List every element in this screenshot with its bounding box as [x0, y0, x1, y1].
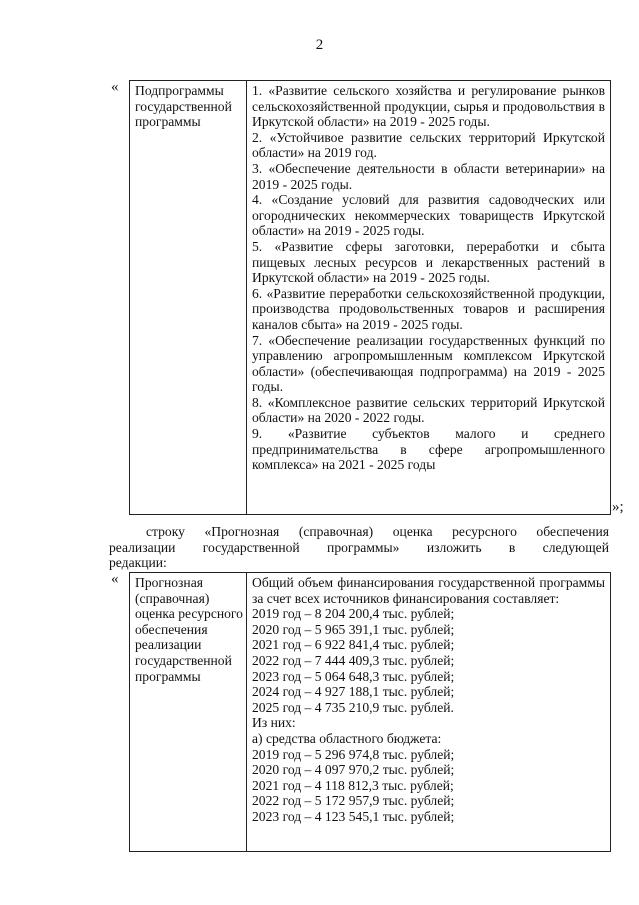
amendment-paragraph: [109, 524, 609, 571]
subprogram-item: 8. «Комплексное развитие сельских территорий Иркутской области» на 2020 - 2022 годы.: [252, 394, 605, 426]
paragraph-line: реализации государственной программы» изложить в следующей: [109, 539, 609, 555]
financing-row: 2022 год – 7 444 409,3 тыс. рублей;: [252, 652, 455, 668]
subprogram-item: 2. «Устойчивое развитие сельских территорий Иркутской области» на 2019 год.: [252, 129, 605, 161]
subprogram-item: 4. «Создание условий для развития садоводческих или огороднических некоммерческих товариществ Иркутской области» на 2019 - 2025 годы.: [252, 192, 605, 239]
subprogram-item: 9. «Развитие субъектов малого и среднего предпринимательства в сфере агропромышленного комплекса» на 2021 - 2025 годы: [252, 426, 605, 473]
of-them-label: Из них:: [252, 715, 296, 731]
financing-row: 2020 год – 5 965 391,1 тыс. рублей;: [252, 621, 455, 637]
subprograms-list: [247, 81, 611, 515]
financing-row: 2025 год – 4 735 210,9 тыс. рублей.: [252, 699, 454, 715]
closing-quote: »;: [612, 499, 624, 515]
financing-row: 2021 год – 4 118 812,3 тыс. рублей;: [252, 777, 454, 793]
financing-row: 2019 год – 8 204 200,4 тыс. рублей;: [252, 606, 455, 622]
financing-intro: Общий объем финансирования государственной программы за счет всех источников финансирования составляет:: [252, 575, 605, 606]
resources-content: [247, 573, 611, 852]
financing-row: 2023 год – 4 123 545,1 тыс. рублей;: [252, 808, 455, 824]
resources-label: Прогнозная (справочная) оценка ресурсного обеспечения реализации государственной программы: [130, 573, 247, 852]
regional-budget-label: а) средства областного бюджета:: [252, 730, 442, 746]
financing-row: 2022 год – 5 172 957,9 тыс. рублей;: [252, 793, 455, 809]
subprogram-item: 3. «Обеспечение деятельности в области ветеринарии» на 2019 - 2025 годы.: [252, 160, 605, 192]
financing-row: 2019 год – 5 296 974,8 тыс. рублей;: [252, 746, 455, 762]
paragraph-line: редакции:: [109, 555, 167, 571]
financing-row: 2021 год – 6 922 841,4 тыс. рублей;: [252, 637, 455, 653]
opening-quote: «: [111, 571, 119, 587]
page-number: 2: [315, 37, 324, 53]
subprogram-item: 5. «Развитие сферы заготовки, переработки и сбыта пищевых лесных ресурсов и лекарственных растений в Иркутской области» на 2019 - 2025 годы.: [252, 238, 605, 286]
financing-row: 2023 год – 5 064 648,3 тыс. рублей;: [252, 668, 455, 684]
subprogram-item: 6. «Развитие переработки сельскохозяйственной продукции, производства продовольственных товаров и расширения каналов сбыта» на 2019 - 2025 годы.: [252, 285, 605, 332]
subprograms-label: Подпрограммы государственной программы: [130, 81, 247, 515]
resources-table: [129, 572, 611, 852]
opening-quote: «: [111, 79, 119, 95]
subprogram-item: 7. «Обеспечение реализации государственных функций по управлению агропромышленным комплексом Иркутской области» (обеспечивающая подпрограмма) на 2019 - 2025 годы.: [252, 332, 605, 395]
subprogram-item: 1. «Развитие сельского хозяйства и регулирование рынков сельскохозяйственной продукции, сырья и продовольствия в Иркутской области» на 2019 - 2025 годы.: [252, 83, 605, 130]
subprograms-table: [129, 80, 611, 515]
paragraph-line: строку «Прогнозная (справочная) оценка ресурсного обеспечения: [146, 524, 609, 539]
financing-row: 2024 год – 4 927 188,1 тыс. рублей;: [252, 684, 455, 700]
financing-row: 2020 год – 4 097 970,2 тыс. рублей;: [252, 762, 455, 778]
